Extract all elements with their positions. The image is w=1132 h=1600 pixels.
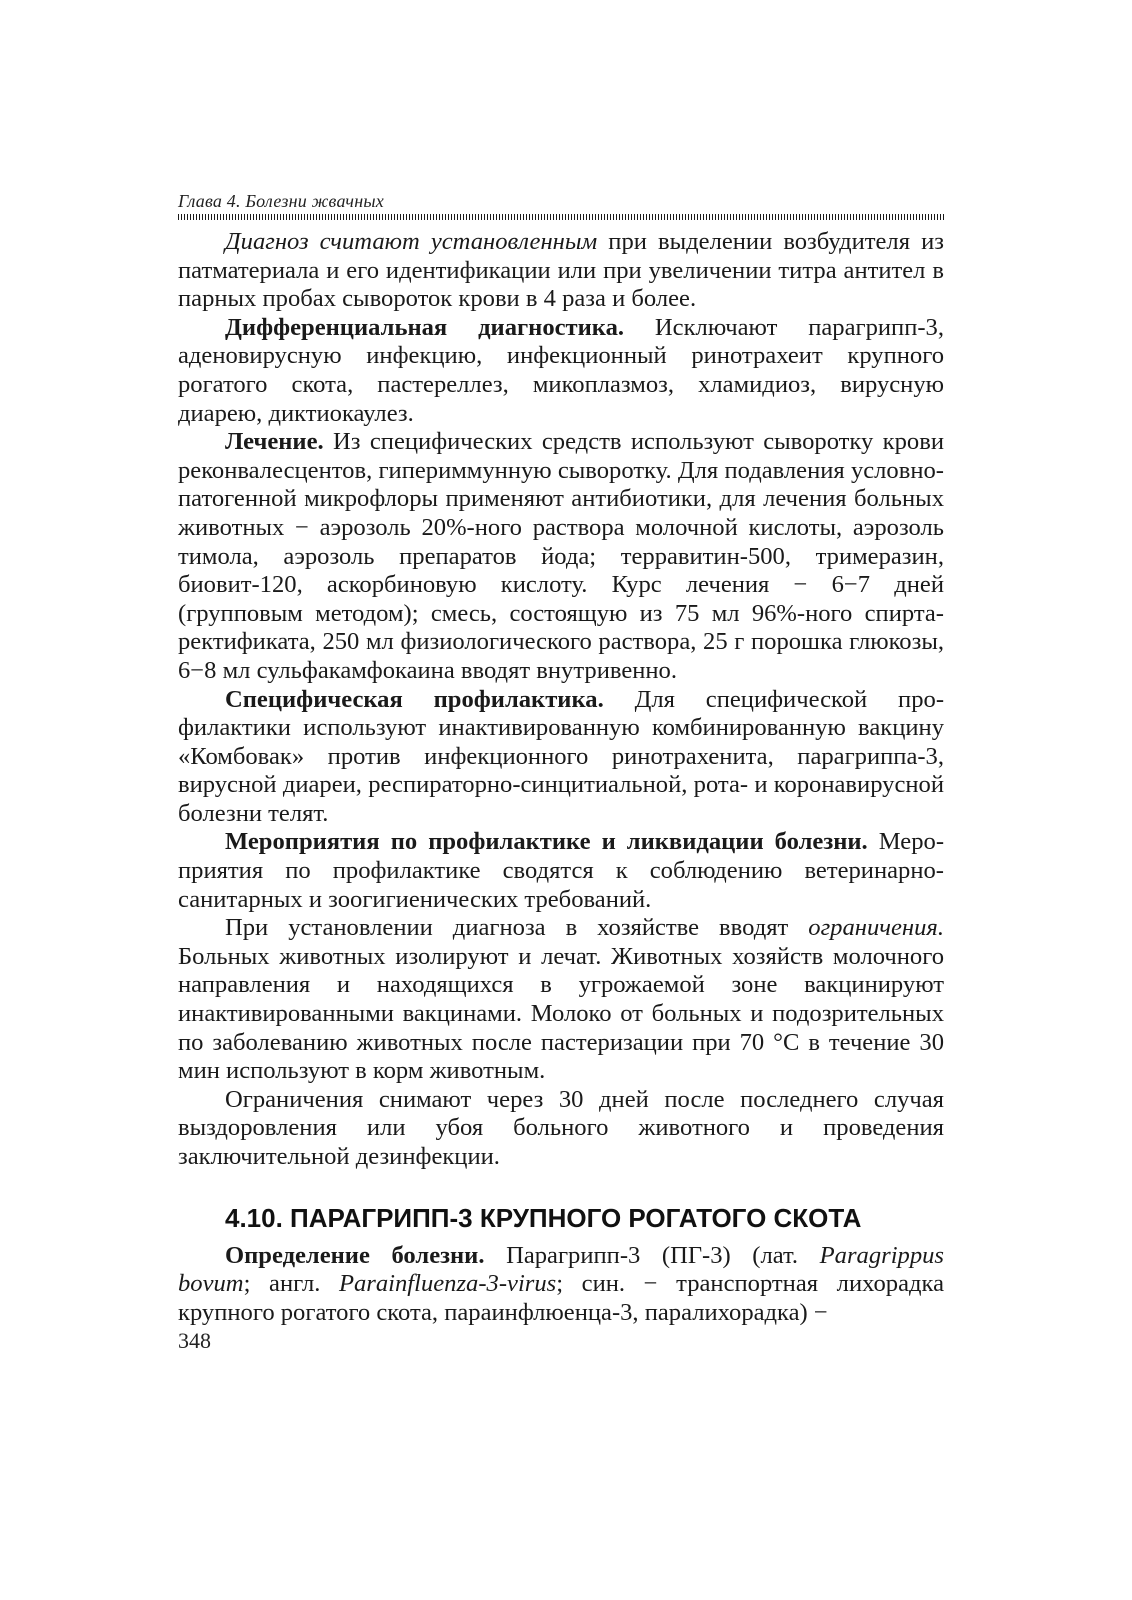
restrictions-text-after: Больных животных изолируют и лечат. Животных хозяйств молочного направления и находящихся в угрожаемой зоне вакцинируют инактивированными вакцинами. Молоко от больных и подозрительных по заболеванию животных после пастеризации при 70 °С в течение 30 мин используют в корм животным. <box>178 942 944 1085</box>
section-heading: 4.10. ПАРАГРИПП-3 КРУПНОГО РОГАТОГО СКОТА <box>225 1202 862 1233</box>
prevention-lead: Специфическая профилактика. <box>225 685 604 713</box>
differential-lead: Дифференциальная диагностика. <box>225 313 625 341</box>
page-content <box>178 190 944 1355</box>
lifting-text: Ограничения снимают через 30 дней после последнего случая выздоровления или убоя больного животного и проведения заключительной дезинфекции. <box>178 1085 944 1170</box>
definition-latin-2: Parainfluenza-3-virus <box>338 1270 557 1298</box>
diagnosis-text: при выделении возбудителя из патматериала и его идентификации или при увеличении титра антител в парных пробах сывороток крови в 4 раза и более. <box>178 228 944 313</box>
paragraph-lifting-restrictions <box>178 1086 944 1172</box>
restrictions-italic: ограничения. <box>808 914 944 942</box>
paragraph-measures <box>178 828 944 914</box>
running-header: Глава 4. Болезни жвачных <box>178 191 384 211</box>
definition-latin-1: Paragrippus bovum <box>178 1241 944 1298</box>
page-number: 348 <box>178 1328 211 1354</box>
differential-text: Исключают парагрипп-3, аденовирусную инфекцию, инфекционный ринотрахеит крупного рогатого скота, пастереллез, микоплазмоз, хламидиоз, вирусную диарею, диктиокаулез. <box>178 313 944 427</box>
definition-text-3: ; син. − транспортная лихорадка крупного рогатого скота, параинфлюенца-3, паралихорадка) − <box>178 1270 944 1326</box>
measures-text: Мероприятия по профилактике сводятся к соблюдению ветеринарно-санитарных и зоогигиенических требований. <box>178 828 945 913</box>
prevention-text: Для специфической профилактики используют инактивированную комбинированную вакцину «Комбовак» против инфекционного ринотрахенита, парагриппа-3, вирусной диареи, респираторно-синцитиальной, рота- и коронавирусной болезни телят. <box>178 685 945 827</box>
definition-text-2: ; англ. <box>243 1270 339 1298</box>
paragraph-restrictions <box>178 914 944 1086</box>
paragraph-definition <box>178 1242 944 1328</box>
paragraph-differential-diagnosis <box>178 314 944 428</box>
treatment-lead: Лечение. <box>225 428 324 456</box>
definition-text-1: Парагрипп-3 (ПГ-3) (лат. <box>484 1241 820 1269</box>
restrictions-text-before: При установлении диагноза в хозяйстве вводят <box>225 914 809 942</box>
header-rule <box>178 214 944 220</box>
paragraph-treatment <box>178 428 944 685</box>
definition-lead: Определение болезни. <box>225 1241 485 1269</box>
diagnosis-lead: Диагноз считают установленным <box>225 228 598 255</box>
paragraph-specific-prevention <box>178 686 944 829</box>
paragraph-diagnosis <box>178 228 944 314</box>
measures-lead: Мероприятия по профилактике и ликвидации болезни. <box>225 828 868 856</box>
treatment-text: Из специфических средств используют сыворотку крови реконвалесцентов, гипериммунную сыворотку. Для подавления условно-патогенной микрофлоры применяют антибиотики, для лечения больных животных − аэрозоль 20%-ного раствора молочной кислоты, аэрозоль тимола, аэрозоль препаратов йода; терравитин-500, тримеразин, биовит-120, аскорбиновую кислоту. Курс лечения − 6−7 дней (групповым методом); смесь, состоящую из 75 мл 96%-ного спирта-ректификата, 250 мл физиологического раствора, 25 г порошка глюкозы, 6−8 мл сульфакамфокаина вводят внутривенно. <box>178 428 944 684</box>
